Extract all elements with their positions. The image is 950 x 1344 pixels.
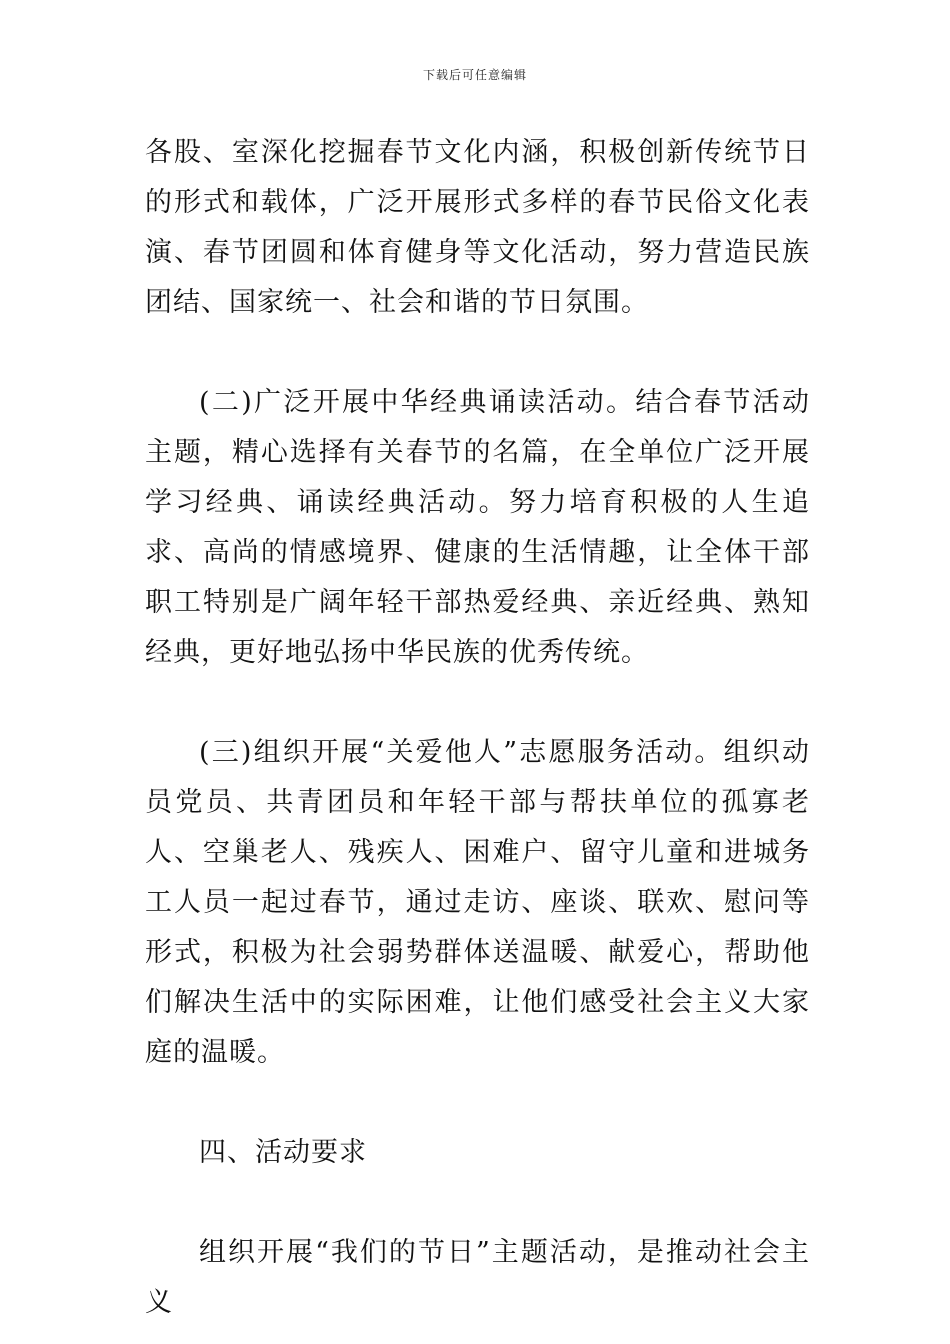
paragraph-2: (二)广泛开展中华经典诵读活动。结合春节活动主题，精心选择有关春节的名篇，在全单位广泛开展学习经典、诵读经典活动。努力培育积极的人生追求、高尚的情感境界、健康的生活情趣，让全体干部职工特别是广阔年轻干部热爱经典、亲近经典、熟知经典，更好地弘扬中华民族的优秀传统。 [145, 387, 810, 668]
paragraph-gap [145, 328, 810, 378]
paragraph-1: 各股、室深化挖掘春节文化内涵，积极创新传统节日的形式和载体，广泛开展形式多样的春节民俗文化表演、春节团圆和体育健身等文化活动，努力营造民族团结、国家统一、社会和谐的节日氛围。 [145, 137, 810, 318]
paragraph-4: 组织开展“我们的节日”主题活动，是推动社会主义 [145, 1237, 810, 1318]
paragraph-gap [145, 1078, 810, 1128]
section-heading: 四、活动要求 [199, 1137, 367, 1168]
paragraph-3: (三)组织开展“关爱他人”志愿服务活动。组织动员党员、共青团员和年轻干部与帮扶单位的孤寡老人、空巢老人、残疾人、困难户、留守儿童和进城务工人员一起过春节，通过走访、座谈、联欢、慰问等形式，积极为社会弱势群体送温暖、献爱心，帮助他们解决生活中的实际困难，让他们感受社会主义大家庭的温暖。 [145, 737, 810, 1068]
paragraph-gap [145, 678, 810, 728]
document-body [145, 128, 810, 1328]
page-header-note: 下载后可任意编辑 [422, 68, 527, 82]
paragraph-gap [145, 1178, 810, 1228]
